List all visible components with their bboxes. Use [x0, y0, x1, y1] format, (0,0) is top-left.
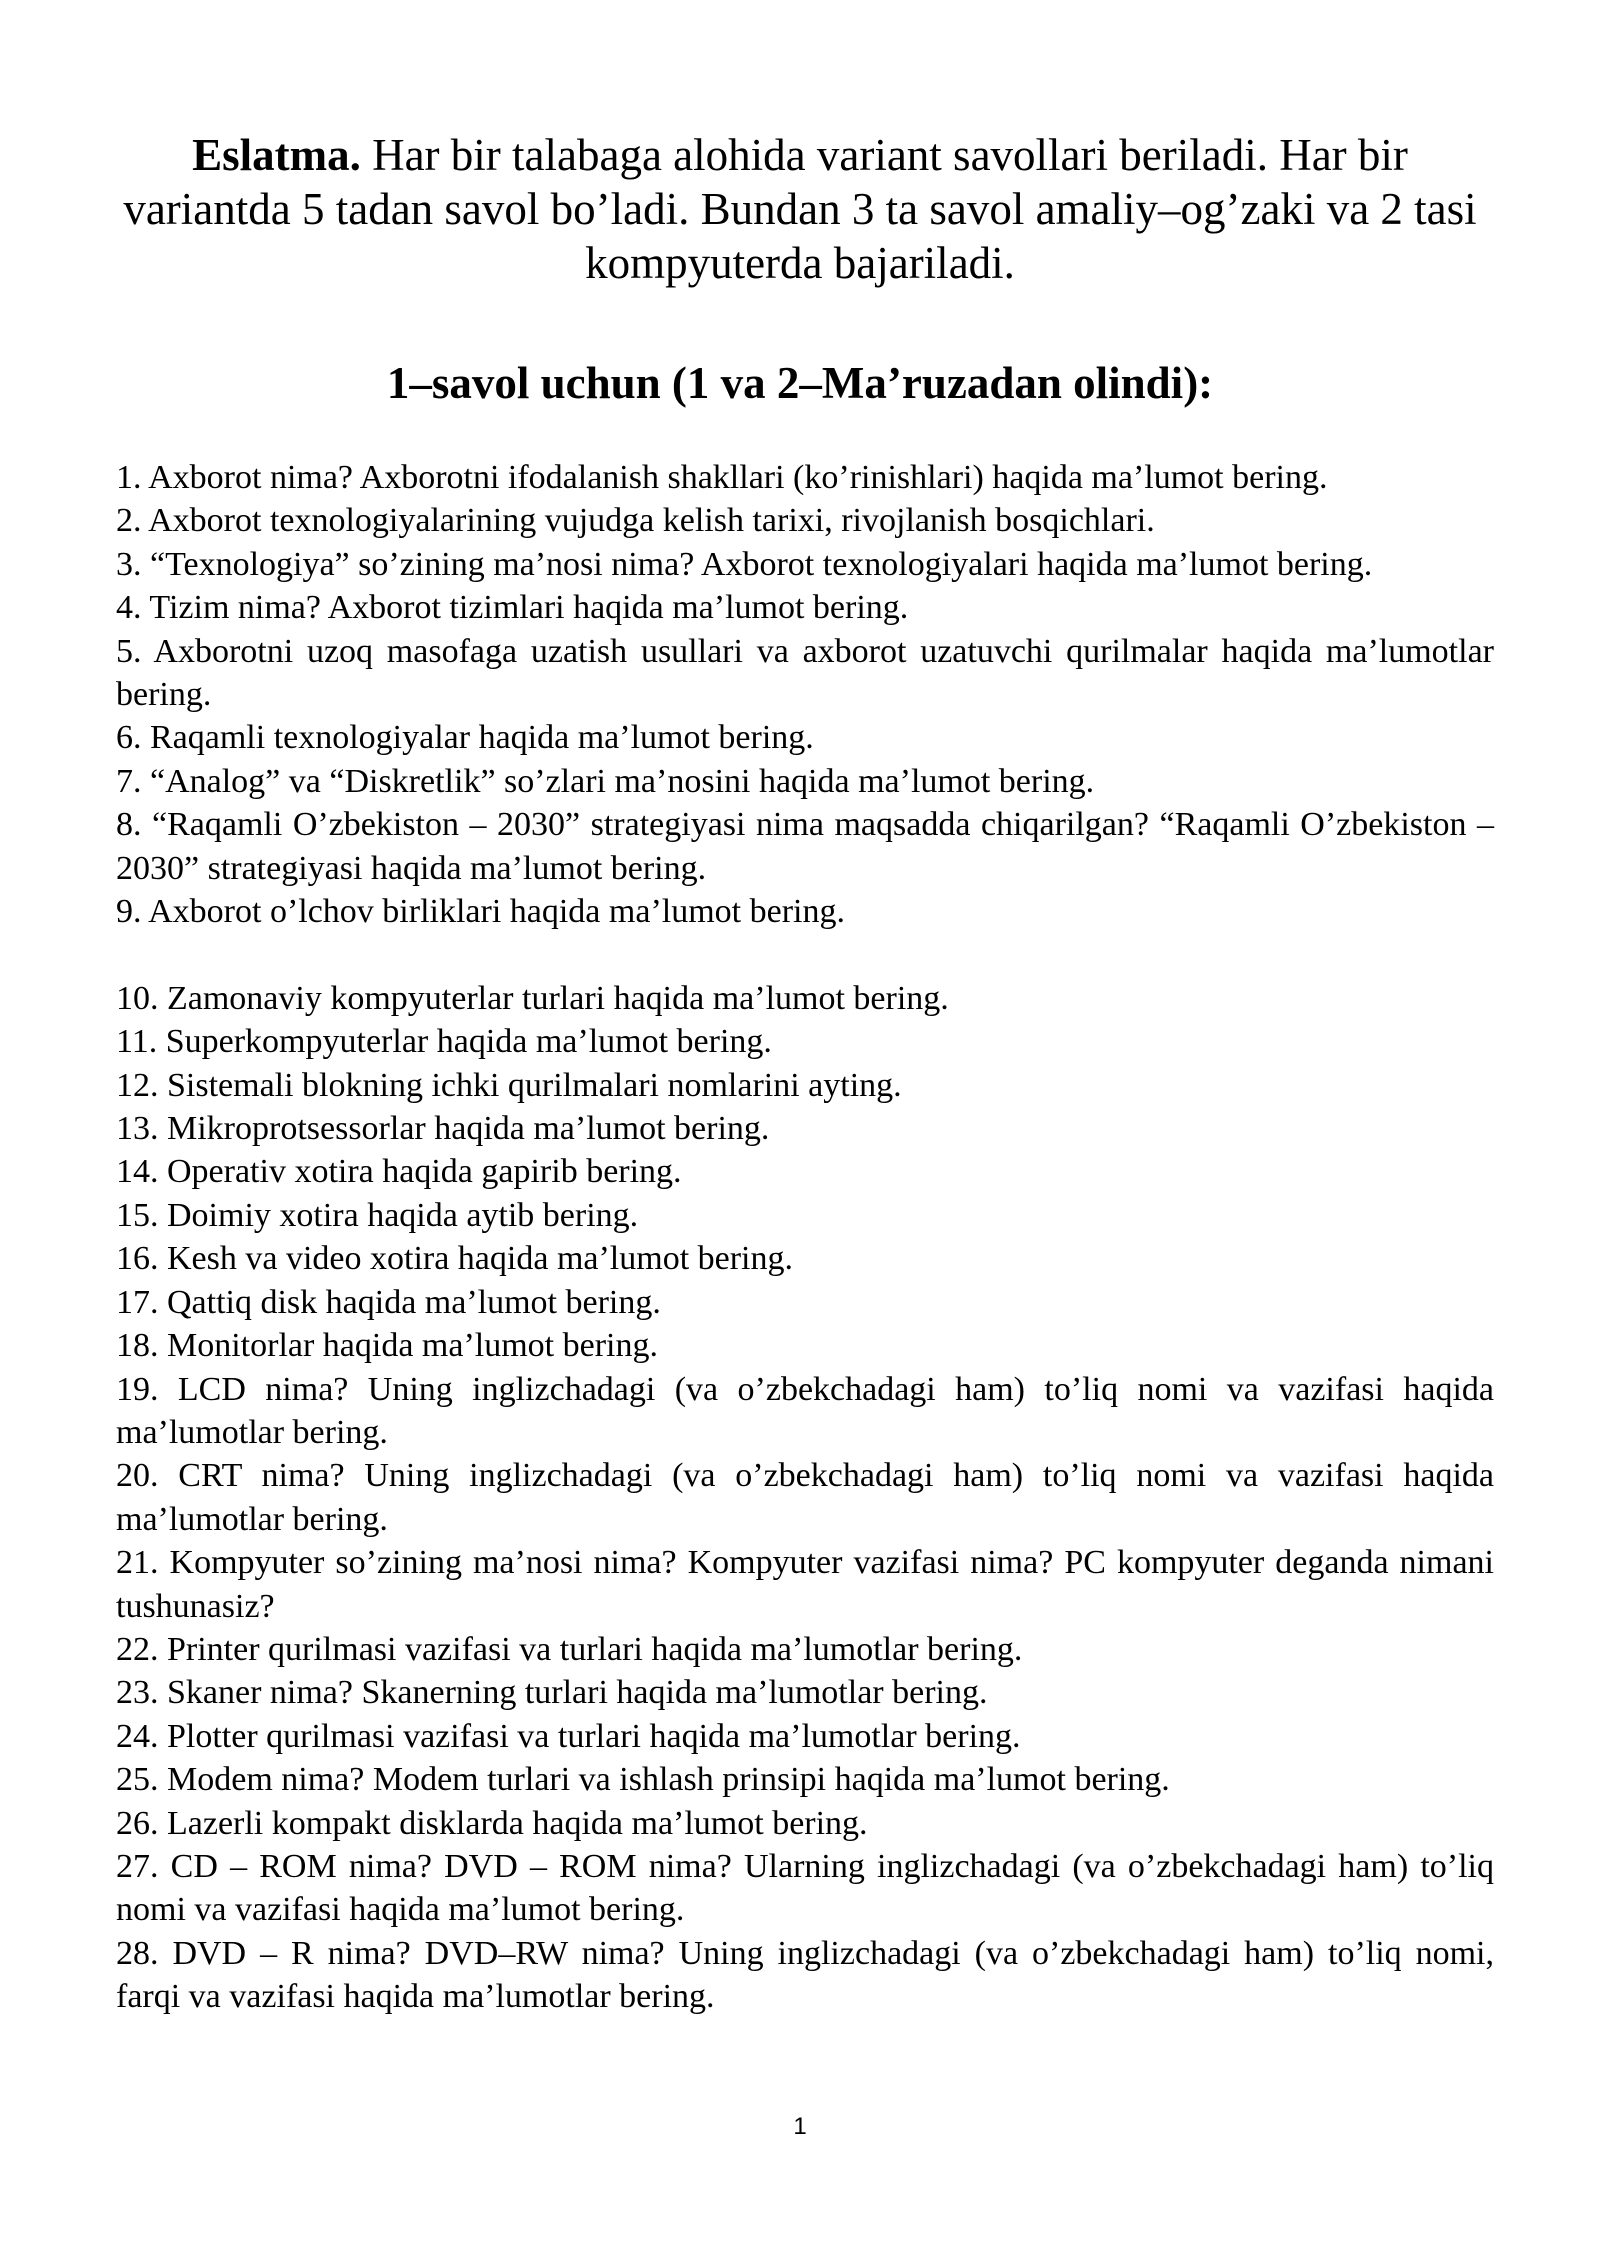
- question-item: 6. Raqamli texnologiyalar haqida ma’lumot bering.: [116, 719, 814, 757]
- question-item: 17. Qattiq disk haqida ma’lumot bering.: [116, 1283, 661, 1321]
- question-item: 8. “Raqamli O’zbekiston – 2030” strategiyasi nima maqsadda chiqarilgan? “Raqamli O’zbekiston – 2030” strategiyasi haqida ma’lumot bering.: [116, 806, 1494, 887]
- question-item: 2. Axborot texnologiyalarining vujudga kelish tarixi, rivojlanish bosqichlari.: [116, 502, 1155, 540]
- question-list: [116, 456, 1494, 2019]
- question-item: 10. Zamonaviy kompyuterlar turlari haqida ma’lumot bering.: [116, 979, 949, 1017]
- question-item: 15. Doimiy xotira haqida aytib bering.: [116, 1196, 639, 1234]
- note-label: Eslatma.: [192, 130, 361, 180]
- section-heading: 1–savol uchun (1 va 2–Ma’ruzadan olindi):: [386, 358, 1214, 408]
- note-paragraph: [118, 128, 1482, 290]
- question-item: 28. DVD – R nima? DVD–RW nima? Uning inglizchadagi (va o’zbekchadagi ham) to’liq nomi, farqi va vazifasi haqida ma’lumotlar bering.: [116, 1934, 1494, 2016]
- question-item: 20. CRT nima? Uning inglizchadagi (va o’zbekchadagi ham) to’liq nomi va vazifasi haqida ma’lumotlar bering.: [116, 1457, 1494, 1538]
- question-item: 14. Operativ xotira haqida gapirib bering.: [116, 1153, 682, 1191]
- question-item: 1. Axborot nima? Axborotni ifodalanish shakllari (ko’rinishlari) haqida ma’lumot bering.: [116, 459, 1328, 496]
- question-item: 4. Tizim nima? Axborot tizimlari haqida ma’lumot bering.: [116, 589, 909, 627]
- question-item: 23. Skaner nima? Skanerning turlari haqida ma’lumotlar bering.: [116, 1674, 988, 1712]
- question-item: 24. Plotter qurilmasi vazifasi va turlari haqida ma’lumotlar bering.: [116, 1717, 1021, 1755]
- question-item: 26. Lazerli kompakt disklarda haqida ma’lumot bering.: [116, 1804, 868, 1842]
- question-item: 16. Kesh va video xotira haqida ma’lumot bering.: [116, 1240, 793, 1278]
- question-item: 11. Superkompyuterlar haqida ma’lumot bering.: [116, 1023, 772, 1061]
- question-item: 19. LCD nima? Uning inglizchadagi (va o’zbekchadagi ham) to’liq nomi va vazifasi haqida ma’lumotlar bering.: [116, 1370, 1494, 1451]
- question-item: 25. Modem nima? Modem turlari va ishlash prinsipi haqida ma’lumot bering.: [116, 1761, 1170, 1799]
- question-item: 27. CD – ROM nima? DVD – ROM nima? Ularning inglizchadagi (va o’zbekchadagi ham) to’liq nomi va vazifasi haqida ma’lumot bering.: [116, 1847, 1494, 1929]
- question-item: 9. Axborot o’lchov birliklari haqida ma’lumot bering.: [116, 893, 845, 931]
- note-text: Har bir talabaga alohida variant savollari beriladi. Har bir variantda 5 tadan savol bo’ladi. Bundan 3 ta savol amaliy–og’zaki va 2 tasi kompyuterda bajariladi.: [123, 130, 1477, 288]
- question-item: 3. “Texnologiya” so’zining ma’nosi nima? Axborot texnologiyalari haqida ma’lumot bering.: [116, 545, 1373, 583]
- question-item: 22. Printer qurilmasi vazifasi va turlari haqida ma’lumotlar bering.: [116, 1630, 1023, 1668]
- question-item: 5. Axborotni uzoq masofaga uzatish usullari va axborot uzatuvchi qurilmalar haqida ma’lumotlar bering.: [116, 632, 1494, 714]
- question-item: 7. “Analog” va “Diskretlik” so’zlari ma’nosini haqida ma’lumot bering.: [116, 762, 1095, 800]
- question-item: 12. Sistemali blokning ichki qurilmalari nomlarini ayting.: [116, 1066, 902, 1104]
- question-item: 18. Monitorlar haqida ma’lumot bering.: [116, 1327, 658, 1365]
- page-number: 1: [793, 2113, 807, 2140]
- question-item: 13. Mikroprotsessorlar haqida ma’lumot bering.: [116, 1110, 770, 1148]
- question-item: 21. Kompyuter so’zining ma’nosi nima? Kompyuter vazifasi nima? PC kompyuter deganda nimani tushunasiz?: [116, 1544, 1494, 1625]
